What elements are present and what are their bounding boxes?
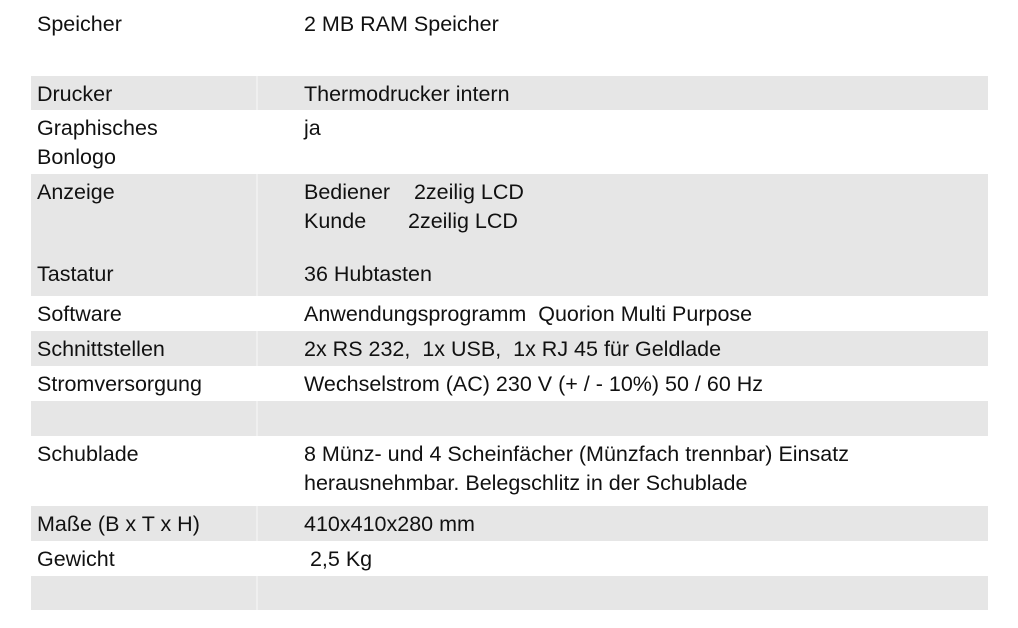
spec-table (31, 10, 988, 610)
row-value: 2,5 Kg (304, 547, 373, 571)
row-value: Thermodrucker intern (304, 82, 510, 106)
row-value: Anwendungsprogramm Quorion Multi Purpose (304, 302, 753, 326)
row-value: 410x410x280 mm (304, 512, 475, 536)
table-row-speicher (31, 10, 988, 76)
table-row-drucker (31, 76, 988, 110)
row-label: Software (37, 302, 122, 326)
row-label: Drucker (37, 82, 113, 106)
row-value: 8 Münz- und 4 Scheinfächer (Münzfach trennbar) Einsatz herausnehmbar. Belegschlitz in der Schublade (304, 442, 849, 495)
row-label: Anzeige (37, 180, 115, 204)
row-label (31, 401, 304, 436)
table-row-anzeige (31, 174, 988, 260)
row-value (304, 401, 988, 436)
row-value: 36 Hubtasten (304, 262, 432, 286)
table-row-graphisches-bonlogo (31, 110, 988, 174)
row-label: Speicher (37, 12, 122, 36)
row-value: 2x RS 232, 1x USB, 1x RJ 45 für Geldlade (304, 337, 722, 361)
row-label: Graphisches Bonlogo (37, 116, 158, 169)
row-label: Schublade (37, 442, 139, 466)
table-row-tastatur (31, 260, 988, 296)
row-label (31, 576, 304, 610)
table-row-empty (31, 401, 988, 436)
table-row-schnittstellen (31, 331, 988, 366)
table-row-gewicht (31, 541, 988, 576)
row-label: Gewicht (37, 547, 115, 571)
row-value (304, 576, 988, 610)
row-label: Stromversorgung (37, 372, 202, 396)
table-row-masse (31, 506, 988, 541)
row-value: Bediener 2zeilig LCD Kunde 2zeilig LCD (304, 180, 524, 233)
row-label: Tastatur (37, 262, 114, 286)
row-value: Wechselstrom (AC) 230 V (+ / - 10%) 50 / 60 Hz (304, 372, 764, 396)
row-label: Schnittstellen (37, 337, 165, 361)
table-row-schublade (31, 436, 988, 506)
table-row-empty (31, 576, 988, 610)
row-label: Maße (B x T x H) (37, 512, 200, 536)
row-value: ja (304, 116, 321, 140)
row-value: 2 MB RAM Speicher (304, 12, 499, 36)
table-row-stromversorgung (31, 366, 988, 401)
table-row-software (31, 296, 988, 331)
